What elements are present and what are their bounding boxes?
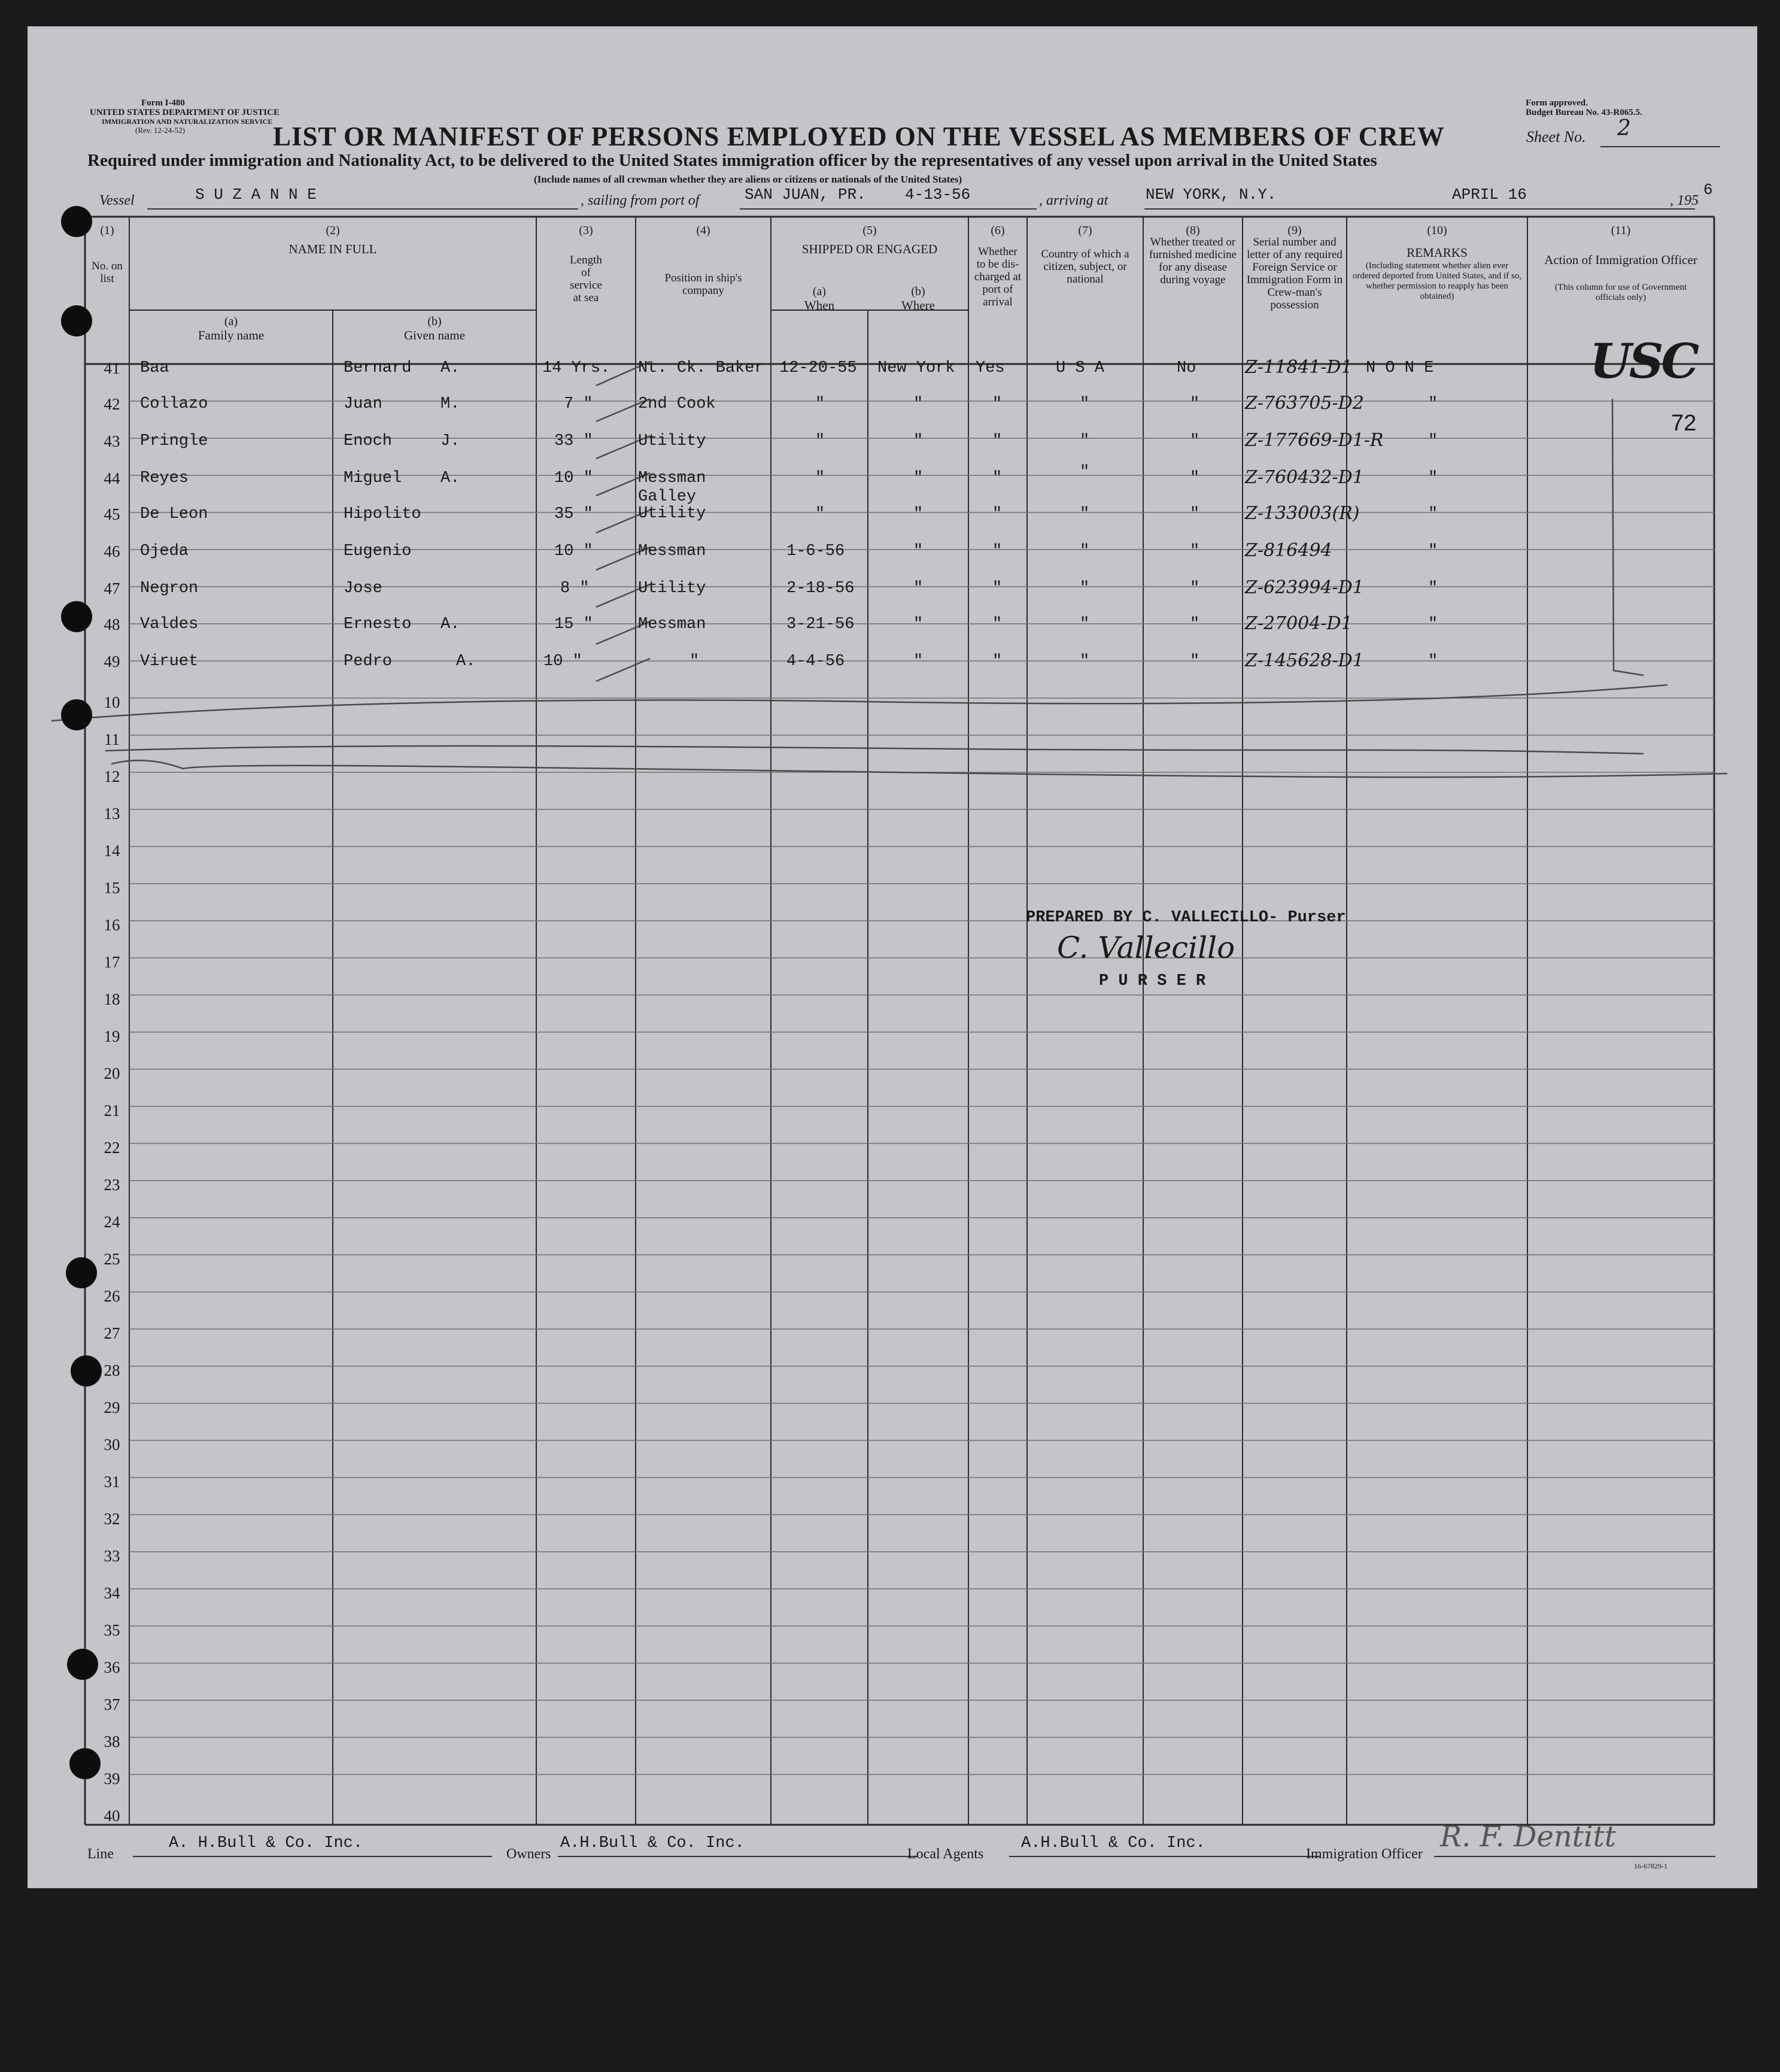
engaged-when: 1-6-56 xyxy=(786,542,845,560)
service-length: 10 " xyxy=(554,542,593,560)
engaged-when: 2-18-56 xyxy=(786,580,855,597)
binder-hole xyxy=(61,601,92,632)
family-name: De Leon xyxy=(140,505,208,523)
owners-underline xyxy=(558,1856,917,1857)
col10-note: (Including statement whether alien ever ordered deported from United States, and if so, whether permission to reapply has been obtained) xyxy=(1353,261,1522,301)
engaged-when: 4-4-56 xyxy=(786,653,845,671)
officer-underline xyxy=(1434,1856,1715,1857)
binder-hole xyxy=(66,1257,97,1288)
col8-header: Whether treated or furnished medicine for any disease during voyage xyxy=(1149,236,1237,286)
given-initial: A. xyxy=(456,653,476,671)
binder-hole xyxy=(71,1355,102,1387)
row-number: 16 xyxy=(104,916,120,934)
col2b-number: (b) xyxy=(427,315,442,328)
row-number: 28 xyxy=(104,1361,120,1379)
row-number: 31 xyxy=(104,1473,120,1491)
remarks: " xyxy=(1428,615,1438,633)
engaged-when: " xyxy=(815,432,825,450)
row-number: 15 xyxy=(104,879,120,897)
col3-header: Length of service at sea xyxy=(570,254,602,304)
ship-position: Utility xyxy=(638,580,706,597)
sailing-date: 4-13-56 xyxy=(905,186,971,204)
arriving-label: , arriving at xyxy=(1039,193,1108,208)
serial-number: Z-133003(R) xyxy=(1245,503,1360,524)
citizenship: U S A xyxy=(1056,359,1105,377)
engaged-when: 12-20-55 xyxy=(779,359,857,377)
service-length: 10 " xyxy=(543,653,582,671)
form-approved: Form approved. xyxy=(1526,98,1588,108)
discharged: " xyxy=(992,469,1003,487)
given-name: Bernard xyxy=(344,359,412,377)
discharged: " xyxy=(992,580,1003,597)
medicine: " xyxy=(1190,395,1200,413)
line-label: Line xyxy=(87,1846,114,1862)
engaged-when: " xyxy=(815,469,825,487)
remarks: " xyxy=(1428,432,1438,450)
given-name: Ernesto xyxy=(344,615,412,633)
ship-position: Nt. Ck. Baker xyxy=(638,359,764,377)
year-prefix: , 195 xyxy=(1670,193,1699,208)
binder-hole xyxy=(61,699,92,730)
remarks: " xyxy=(1428,469,1438,487)
manifest-sheet xyxy=(28,26,1757,1888)
service-length: 7 " xyxy=(564,395,593,413)
engaged-when: 3-21-56 xyxy=(786,615,855,633)
line-underline xyxy=(133,1856,492,1857)
medicine: " xyxy=(1190,432,1200,450)
given-initial: M. xyxy=(441,395,460,413)
row-number: 25 xyxy=(104,1250,120,1268)
row-number: 41 xyxy=(104,359,120,377)
sailing-label: , sailing from port of xyxy=(581,193,700,208)
family-name: Baa xyxy=(140,359,169,377)
ship-position: Messman xyxy=(638,542,706,560)
family-name: Ojeda xyxy=(140,542,189,560)
row-number: 42 xyxy=(104,395,120,413)
col5-number: (5) xyxy=(862,224,877,237)
discharged: " xyxy=(992,432,1003,450)
remarks: " xyxy=(1428,580,1438,597)
year-digit: 6 xyxy=(1703,181,1713,199)
ship-position: Utility xyxy=(638,432,706,450)
purser-signature: C. Vallecillo xyxy=(1057,930,1235,965)
binder-hole xyxy=(69,1748,101,1779)
manifest-subnote: (Include names of all crewman whether they are aliens or citizens or nationals of the United States) xyxy=(534,174,962,185)
arrival-date: APRIL 16 xyxy=(1452,186,1527,204)
given-initial: A. xyxy=(441,359,460,377)
family-name: Reyes xyxy=(140,469,189,487)
given-initial: A. xyxy=(441,469,460,487)
row-number: 10 xyxy=(104,693,120,711)
row-number: 37 xyxy=(104,1695,120,1713)
binder-hole xyxy=(61,206,92,237)
row-number: 40 xyxy=(104,1807,120,1825)
officer-signature: R. F. Dentitt xyxy=(1440,1820,1617,1853)
row-number: 21 xyxy=(104,1102,120,1120)
col10-number: (10) xyxy=(1427,224,1447,237)
col11-number: (11) xyxy=(1611,224,1631,237)
engaged-where: " xyxy=(913,395,924,413)
given-name: Hipolito xyxy=(344,505,421,523)
engaged-where: " xyxy=(913,580,924,597)
given-name: Eugenio xyxy=(344,542,412,560)
serial-number: Z-27004-D1 xyxy=(1245,613,1353,634)
col4-number: (4) xyxy=(696,224,710,237)
serial-number: Z-763705-D2 xyxy=(1245,393,1364,414)
remarks: " xyxy=(1428,395,1438,413)
row-number: 43 xyxy=(104,432,120,450)
footer-code: 16-67829-1 xyxy=(1634,1862,1667,1870)
row-number: 32 xyxy=(104,1510,120,1528)
ship-position: Messman xyxy=(638,469,706,487)
discharged: " xyxy=(992,505,1003,523)
col7-number: (7) xyxy=(1078,224,1092,237)
row-number: 11 xyxy=(104,730,120,748)
serial-number: Z-760432-D1 xyxy=(1245,467,1364,488)
vessel-label: Vessel xyxy=(99,193,135,208)
row-number: 49 xyxy=(104,653,120,671)
agents-value: A.H.Bull & Co. Inc. xyxy=(1021,1834,1205,1852)
engaged-when: " xyxy=(815,395,825,413)
row-number: 39 xyxy=(104,1770,120,1788)
family-name: Collazo xyxy=(140,395,208,413)
owners-value: A.H.Bull & Co. Inc. xyxy=(560,1834,745,1852)
engaged-when: " xyxy=(815,505,825,523)
row-number: 17 xyxy=(104,953,120,971)
engaged-where: " xyxy=(913,469,924,487)
col2a-number: (a) xyxy=(224,315,238,328)
ship-position: " xyxy=(689,653,700,671)
citizenship: " xyxy=(1080,395,1090,413)
col2a-header: Family name xyxy=(198,328,265,342)
row-number: 45 xyxy=(104,505,120,523)
col1-header: No. on list xyxy=(92,260,123,285)
col10-header: REMARKS xyxy=(1407,245,1468,260)
service-length: 14 Yrs. xyxy=(542,359,610,377)
medicine: " xyxy=(1190,580,1200,597)
row-number: 19 xyxy=(104,1027,120,1045)
row-number: 38 xyxy=(104,1733,120,1751)
department-name: UNITED STATES DEPARTMENT OF JUSTICE xyxy=(90,108,280,117)
col5a-header: When xyxy=(804,298,835,313)
family-name: Pringle xyxy=(140,432,208,450)
row-number: 12 xyxy=(104,767,120,785)
row-number: 29 xyxy=(104,1398,120,1416)
ship-position: 2nd Cook xyxy=(638,395,716,413)
col7-header: Country of which a citizen, subject, or national xyxy=(1041,248,1129,286)
given-name: Pedro xyxy=(344,653,393,671)
col1-number: (1) xyxy=(100,224,114,237)
engaged-where: " xyxy=(913,653,924,671)
row-number: 24 xyxy=(104,1213,120,1231)
officer-count: 72 xyxy=(1671,411,1697,436)
citizenship: " xyxy=(1080,653,1090,671)
remarks: " xyxy=(1428,653,1438,671)
line-value: A. H.Bull & Co. Inc. xyxy=(169,1834,363,1852)
agents-underline xyxy=(1009,1856,1320,1857)
family-name: Viruet xyxy=(140,653,199,671)
col4-header: Position in ship's company xyxy=(664,272,742,297)
row-number: 18 xyxy=(104,990,120,1008)
service-length: 35 " xyxy=(554,505,593,523)
serial-number: Z-177669-D1-R xyxy=(1245,430,1384,451)
medicine: " xyxy=(1190,505,1200,523)
row-number: 30 xyxy=(104,1436,120,1454)
row-number: 44 xyxy=(104,469,120,487)
row-number: 33 xyxy=(104,1547,120,1565)
agents-label: Local Agents xyxy=(907,1846,984,1862)
serial-number: Z-145628-D1 xyxy=(1245,650,1364,671)
citizenship: " xyxy=(1080,432,1090,450)
discharged: " xyxy=(992,395,1003,413)
row-number: 47 xyxy=(104,580,120,597)
row-number: 36 xyxy=(104,1658,120,1676)
given-initial: A. xyxy=(441,615,460,633)
col2-number: (2) xyxy=(326,224,340,237)
discharged: " xyxy=(992,615,1003,633)
serial-number: Z-623994-D1 xyxy=(1245,577,1364,598)
given-name: Jose xyxy=(344,580,382,597)
prepared-by: PREPARED BY C. VALLECILLO- Purser xyxy=(1026,909,1346,927)
ship-position: Messman xyxy=(638,615,706,633)
citizenship: " xyxy=(1080,615,1090,633)
given-name: Juan xyxy=(344,395,382,413)
medicine: " xyxy=(1190,469,1200,487)
row-number: 26 xyxy=(104,1287,120,1305)
row-number: 48 xyxy=(104,615,120,633)
discharged: " xyxy=(992,653,1003,671)
manifest-subtitle: Required under immigration and Nationality Act, to be delivered to the United States immigration officer by the representatives of any vessel upon arrival in the United States xyxy=(87,151,1377,170)
sailing-port: SAN JUAN, PR. xyxy=(745,186,866,204)
citizenship: " xyxy=(1080,463,1090,481)
ship-position: Galley Utility xyxy=(638,488,706,523)
budget-bureau: Budget Bureau No. 43-R065.5. xyxy=(1526,108,1642,117)
discharged: " xyxy=(992,542,1003,560)
col2-header: NAME IN FULL xyxy=(288,242,377,256)
row-number: 20 xyxy=(104,1064,120,1082)
col5b-number: (b) xyxy=(911,285,925,298)
service-length: 8 " xyxy=(560,580,590,597)
officer-label: Immigration Officer xyxy=(1306,1846,1423,1862)
sheet-number: 2 xyxy=(1617,116,1631,141)
row-number: 27 xyxy=(104,1324,120,1342)
medicine: " xyxy=(1190,653,1200,671)
purser-title: P U R S E R xyxy=(1099,972,1206,990)
binder-hole xyxy=(67,1649,98,1680)
col9-header: Serial number and letter of any required Foreign Service or Immigration Form in Crew-man's possession xyxy=(1246,236,1343,311)
service-name: IMMIGRATION AND NATURALIZATION SERVICE xyxy=(102,117,273,126)
row-number: 46 xyxy=(104,542,120,560)
col11-note: (This column for use of Government officials only) xyxy=(1554,283,1687,302)
form-revision: (Rev. 12-24-52) xyxy=(135,126,185,135)
citizenship: " xyxy=(1080,580,1090,597)
owners-label: Owners xyxy=(506,1846,551,1862)
officer-initials: USC xyxy=(1590,333,1697,389)
row-number: 34 xyxy=(104,1584,120,1602)
row-number: 22 xyxy=(104,1139,120,1157)
col6-header: Whether to be dis-charged at port of arrival xyxy=(974,245,1022,308)
sheet-label: Sheet No. xyxy=(1526,128,1586,145)
arrival-port: NEW YORK, N.Y. xyxy=(1146,186,1277,204)
family-name: Negron xyxy=(140,580,199,597)
col11-header: Action of Immigration Officer xyxy=(1544,253,1697,267)
service-length: 10 " xyxy=(554,469,593,487)
engaged-where: " xyxy=(913,542,924,560)
citizenship: " xyxy=(1080,542,1090,560)
col9-number: (9) xyxy=(1287,224,1302,237)
service-length: 33 " xyxy=(554,432,593,450)
medicine: No xyxy=(1177,359,1196,377)
binder-hole xyxy=(61,305,92,336)
given-name: Enoch xyxy=(344,432,393,450)
vessel-name: S U Z A N N E xyxy=(195,186,317,204)
family-name: Valdes xyxy=(140,615,199,633)
engaged-where: " xyxy=(913,505,924,523)
row-number: 13 xyxy=(104,805,120,823)
row-number: 23 xyxy=(104,1176,120,1194)
form-number: Form I-480 xyxy=(141,98,185,108)
col5a-number: (a) xyxy=(812,285,827,298)
given-initial: J. xyxy=(441,432,460,450)
col3-number: (3) xyxy=(579,224,593,237)
discharged: Yes xyxy=(976,359,1005,377)
row-number: 14 xyxy=(104,842,120,860)
engaged-where: New York xyxy=(877,359,955,377)
remarks: " xyxy=(1428,542,1438,560)
remarks: N O N E xyxy=(1366,359,1434,377)
remarks: " xyxy=(1428,505,1438,523)
col5b-header: Where xyxy=(901,298,935,313)
service-length: 15 " xyxy=(554,615,593,633)
engaged-where: " xyxy=(913,432,924,450)
col5-header: SHIPPED OR ENGAGED xyxy=(801,242,938,256)
serial-number: Z-11841-D1 xyxy=(1245,357,1353,378)
col8-number: (8) xyxy=(1186,224,1200,237)
col2b-header: Given name xyxy=(403,328,466,342)
given-name: Miguel xyxy=(344,469,402,487)
medicine: " xyxy=(1190,542,1200,560)
manifest-title: LIST OR MANIFEST OF PERSONS EMPLOYED ON THE VESSEL AS MEMBERS OF CREW xyxy=(273,122,1445,151)
row-number: 35 xyxy=(104,1621,120,1639)
citizenship: " xyxy=(1080,505,1090,523)
serial-number: Z-816494 xyxy=(1245,540,1332,561)
engaged-where: " xyxy=(913,615,924,633)
col6-number: (6) xyxy=(991,224,1005,237)
medicine: " xyxy=(1190,615,1200,633)
